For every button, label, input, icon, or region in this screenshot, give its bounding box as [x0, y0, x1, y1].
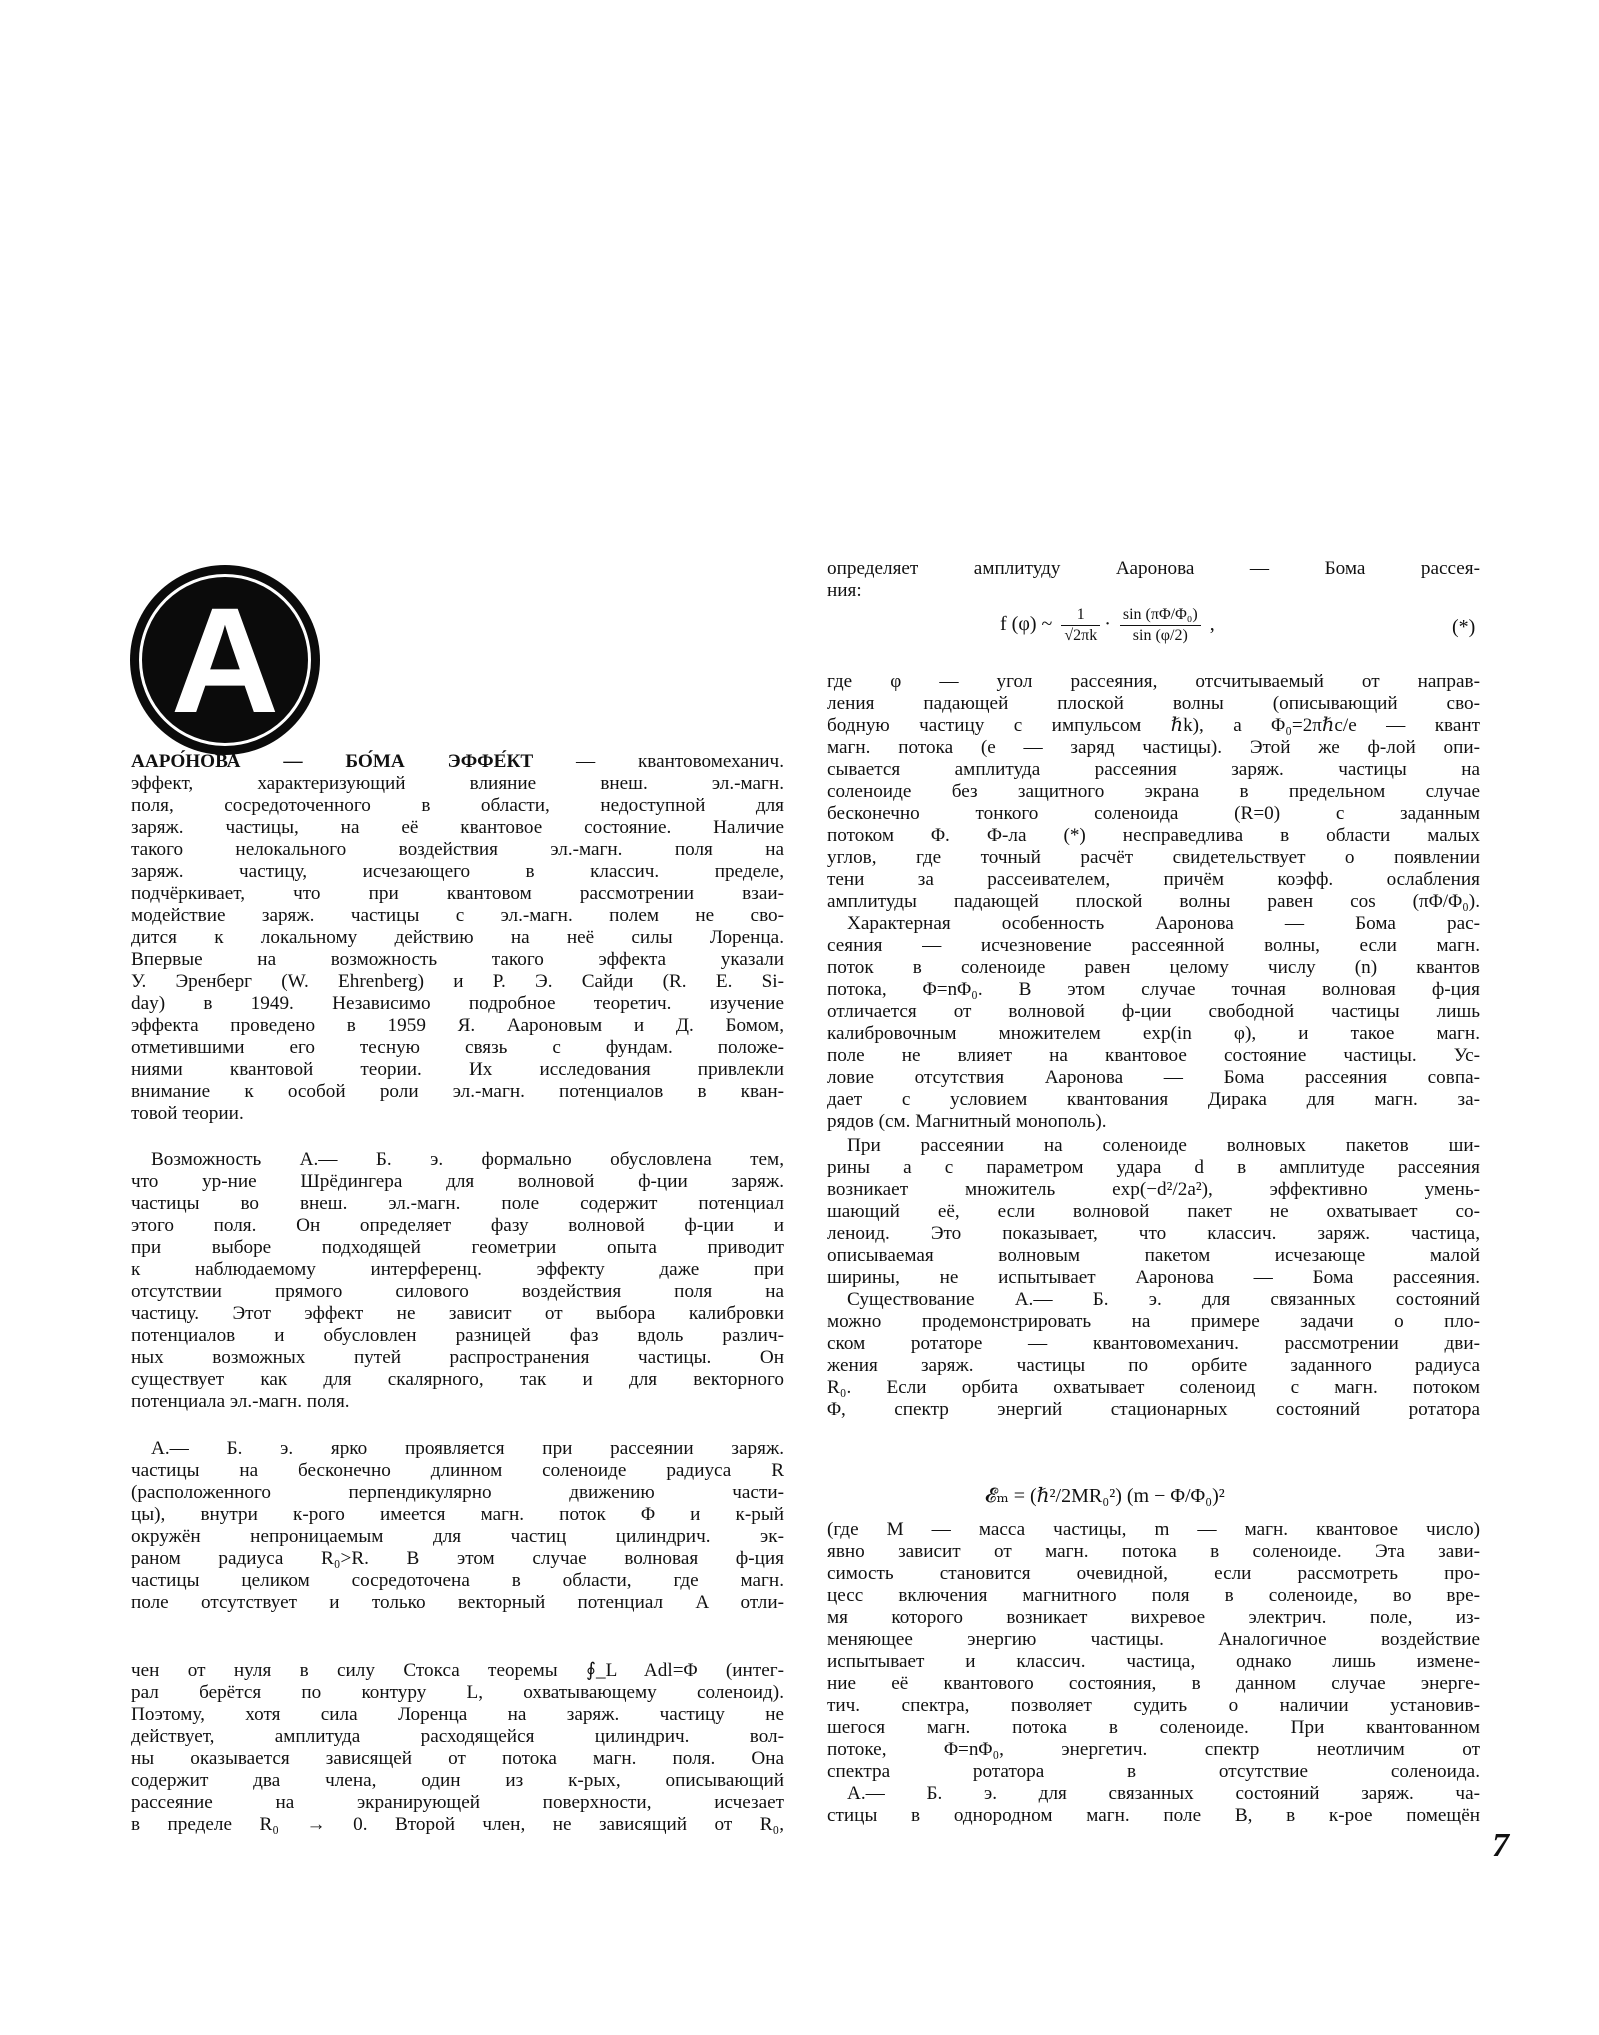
frac-1-denominator: √2πk — [1064, 627, 1098, 644]
right-line: сывается амплитуда рассеяния заряж. частицы на — [827, 759, 1480, 780]
left-line: отметившими его тесную связь с фундам. положе- — [131, 1037, 784, 1058]
left-line: Поэтому, хотя сила Лоренца на заряж. частицу не — [131, 1704, 784, 1725]
right-line: соленоиде без защитного экрана в предельном случае — [827, 781, 1480, 802]
right-line: сеяния — исчезновение рассеянной волны, если магн. — [827, 935, 1480, 956]
left-line: раном радиуса R₀>R. В этом случае волновая ф-ция — [131, 1548, 784, 1569]
left-line: Впервые на возможность такого эффекта указали — [131, 949, 784, 970]
left-line: цы), внутри к-рого имеется магн. поток Φ и к-рый — [131, 1504, 784, 1525]
right-line: определяет амплитуду Ааронова — Бома рассея- — [827, 558, 1480, 579]
left-line: существует как для скалярного, так и для векторного — [131, 1369, 784, 1390]
letter-badge — [130, 565, 320, 755]
formula-amplitude: f (φ) ~ $\frac{1}{√2\pi k}$ · $\frac{\text{sin (πΦ/Φ₀)}}{\sin (\varphi/2)}$ , — [1000, 606, 1215, 644]
right-line: Существование А.— Б. э. для связанных состояний — [847, 1289, 1480, 1310]
left-line: что ур-ние Шрёдингера для волновой ф-ции заряж. — [131, 1171, 784, 1192]
right-line: жения заряж. частицы по орбите заданного радиуса — [827, 1355, 1480, 1376]
left-line: при выборе подходящей геометрии опыта приводит — [131, 1237, 784, 1258]
right-line: амплитуды падающей плоской волны равен cos (πΦ/Φ₀). — [827, 891, 1480, 912]
formula-energy-spectrum: 𝓔ₘ = (ℏ²/2MR₀²) (m − Φ/Φ₀)² — [985, 1485, 1225, 1507]
left-line: частицу. Этот эффект не зависит от выбора калибровки — [131, 1303, 784, 1324]
page-number: 7 — [1492, 1827, 1509, 1864]
right-line: ширины, не испытывает Ааронова — Бома рассеяния. — [827, 1267, 1480, 1288]
right-line: цесс включения магнитного поля в соленоиде, во вре- — [827, 1585, 1480, 1606]
entry-heading-term: ААРО́НОВА — БО́МА ЭФФЕ́КТ — [131, 751, 534, 772]
right-line: леноид. Это показывает, что классич. заряж. частица, — [827, 1223, 1480, 1244]
right-line: испытывает и классич. частица, однако лишь измене- — [827, 1651, 1480, 1672]
left-line: эффект, характеризующий влияние внеш. эл.-магн. — [131, 773, 784, 794]
right-line: можно продемонстрировать на примере задачи о пло- — [827, 1311, 1480, 1332]
left-line: потенциалов и обусловлен разницей фаз вдоль различ- — [131, 1325, 784, 1346]
left-line: рал берётся по контуру L, охватывающему соленоид). — [131, 1682, 784, 1703]
left-line: к наблюдаемому интерференц. эффекту даже при — [131, 1259, 784, 1280]
left-line: ны оказывается зависящей от потока магн. поля. Она — [131, 1748, 784, 1769]
right-line: тич. спектра, позволяет судить о наличии установив- — [827, 1695, 1480, 1716]
left-line: Возможность А.— Б. э. формально обусловлена тем, — [151, 1149, 784, 1170]
frac-2-denominator: sin (φ/2) — [1132, 627, 1188, 644]
right-line: потока, Φ=nΦ₀. В этом случае точная волновая ф-ция — [827, 979, 1480, 1000]
left-line: этого поля. Он определяет фазу волновой ф-ции и — [131, 1215, 784, 1236]
left-line: поле отсутствует и только векторный потенциал A отли- — [131, 1592, 784, 1613]
right-line: R₀. Если орбита охватывает соленоид с магн. потоком — [827, 1377, 1480, 1398]
right-line: А.— Б. э. для связанных состояний заряж. ча- — [847, 1783, 1480, 1804]
right-line: потоке, Φ=nΦ₀, энергетич. спектр неотличим от — [827, 1739, 1480, 1760]
left-line: заряж. частицы, на её квантовое состояние. Наличие — [131, 817, 784, 838]
right-line: ления падающей плоской волны (описывающий сво- — [827, 693, 1480, 714]
right-line: поле не влияет на квантовое состояние частицы. Ус- — [827, 1045, 1480, 1066]
right-line: возникает множитель exp(−d²/2a²), эффективно умень- — [827, 1179, 1480, 1200]
right-line: симость становится очевидной, если рассмотреть про- — [827, 1563, 1480, 1584]
right-line: тени за рассеивателем, причём коэфф. ослабления — [827, 869, 1480, 890]
right-line: стицы в однородном магн. поле B, в к-рое помещён — [827, 1805, 1480, 1826]
right-line: явно зависит от магн. потока в соленоиде. Эта зави- — [827, 1541, 1480, 1562]
frac-2-numerator: sin (πΦ/Φ₀) — [1120, 605, 1201, 626]
right-line: Характерная особенность Ааронова — Бома рас- — [847, 913, 1480, 934]
left-line: подчёркивает, что при квантовом рассмотрении взаи- — [131, 883, 784, 904]
right-line: дает с условием квантования Дирака для магн. за- — [827, 1089, 1480, 1110]
right-line: ние её квантового состояния, в данном случае энерге- — [827, 1673, 1480, 1694]
right-line: описываемая волновым пакетом исчезающе малой — [827, 1245, 1480, 1266]
left-line: поля, сосредоточенного в области, недоступной для — [131, 795, 784, 816]
left-line: модействие заряж. частицы с эл.-магн. полем не сво- — [131, 905, 784, 926]
right-line: углов, где точный расчёт свидетельствует о появлении — [827, 847, 1480, 868]
formula-tail: , — [1209, 613, 1215, 636]
left-line: товой теории. — [131, 1103, 244, 1124]
left-line: частицы целиком сосредоточена в области, где магн. — [131, 1570, 784, 1591]
formula-frac-1 — [1061, 605, 1100, 646]
right-line: шающий её, если волновой пакет не охватывает со- — [827, 1201, 1480, 1222]
left-line: чен от нуля в силу Стокса теоремы ∮_L Adl=Φ (интег- — [131, 1660, 784, 1681]
left-line: рассеяние на экранирующей поверхности, исчезает — [131, 1792, 784, 1813]
left-line: внимание к особой роли эл.-магн. потенциалов в кван- — [131, 1081, 784, 1102]
left-line: дится к локальному действию на неё силы Лоренца. — [131, 927, 784, 948]
right-line: отличается от волновой ф-ции свободной частицы лишь — [827, 1001, 1480, 1022]
left-line: такого нелокального воздействия эл.-магн. поля на — [131, 839, 784, 860]
right-line: поток в соленоиде равен целому числу (n) квантов — [827, 957, 1480, 978]
right-line: рины a с параметром удара d в амплитуде рассеяния — [827, 1157, 1480, 1178]
left-line: эффекта проведено в 1959 Я. Аароновым и Д. Бомом, — [131, 1015, 784, 1036]
right-line: При рассеянии на соленоиде волновых пакетов ши- — [847, 1135, 1480, 1156]
left-line: частицы во внеш. эл.-магн. поле содержит потенциал — [131, 1193, 784, 1214]
right-line: где φ — угол рассеяния, отсчитываемый от направ- — [827, 671, 1480, 692]
left-line: потенциала эл.-магн. поля. — [131, 1391, 350, 1412]
left-line: ниями квантовой теории. Их исследования привлекли — [131, 1059, 784, 1080]
right-line: рядов (см. Магнитный монополь). — [827, 1111, 1107, 1132]
left-line: ных возможных путей распространения частицы. Он — [131, 1347, 784, 1368]
right-line: бодную частицу с импульсом ℏk), а Φ₀=2πℏc/e — квант — [827, 715, 1480, 736]
left-line: окружён непроницаемым для частиц цилиндрич. эк- — [131, 1526, 784, 1547]
left-line: действует, амплитуда расходящейся цилиндрич. вол- — [131, 1726, 784, 1747]
right-line: магн. потока (e — заряд частицы). Этой же ф-лой опи- — [827, 737, 1480, 758]
left-line: содержит два члена, один из к-рых, описывающий — [131, 1770, 784, 1791]
left-line: в пределе R₀ → 0. Второй член, не зависящий от R₀, — [131, 1814, 784, 1835]
left-line: А.— Б. э. ярко проявляется при рассеянии заряж. — [151, 1438, 784, 1459]
frac-1-numerator: 1 — [1061, 605, 1100, 626]
right-line: потоком Φ. Ф-ла (*) несправедлива в области малых — [827, 825, 1480, 846]
formula-lhs: f (φ) ~ — [1000, 613, 1053, 636]
right-line: бесконечно тонкого соленоида (R=0) с заданным — [827, 803, 1480, 824]
right-line: ния: — [827, 580, 862, 601]
left-line: day) в 1949. Независимо подробное теоретич. изучение — [131, 993, 784, 1014]
right-line: шегося магн. потока в соленоиде. При квантованном — [827, 1717, 1480, 1738]
right-line: спектра ротатора в отсутствие соленоида. — [827, 1761, 1480, 1782]
left-line: частицы на бесконечно длинном соленоиде радиуса R — [131, 1460, 784, 1481]
left-line: ААРО́НОВА — БО́МА ЭФФЕ́КТ — квантовомеханич. — [131, 751, 785, 772]
initial-letter: А — [170, 576, 280, 744]
right-line: меняющее энергию частицы. Аналогичное воздействие — [827, 1629, 1480, 1650]
right-line: ском ротаторе — квантовомеханич. рассмотрении дви- — [827, 1333, 1480, 1354]
left-line: заряж. частицу, исчезающего в классич. пределе, — [131, 861, 784, 882]
equation-number: (*) — [1452, 616, 1476, 638]
left-line: (расположенного перпендикулярно движению части- — [131, 1482, 784, 1503]
left-line: У. Эренберг (W. Ehrenberg) и Р. Э. Сайди (R. E. Si- — [131, 971, 784, 992]
left-line: отсутствии прямого силового воздействия поля на — [131, 1281, 784, 1302]
right-line: ловие отсутствия Ааронова — Бома рассеяния совпа- — [827, 1067, 1480, 1088]
right-line: (где M — масса частицы, m — магн. квантовое число) — [827, 1519, 1480, 1540]
formula-frac-2 — [1120, 605, 1201, 646]
right-line: мя которого возникает вихревое электрич. поле, из- — [827, 1607, 1480, 1628]
right-line: калибровочным множителем exp(in φ), и такое магн. — [827, 1023, 1480, 1044]
right-line: Φ, спектр энергий стационарных состояний ротатора — [827, 1399, 1480, 1420]
